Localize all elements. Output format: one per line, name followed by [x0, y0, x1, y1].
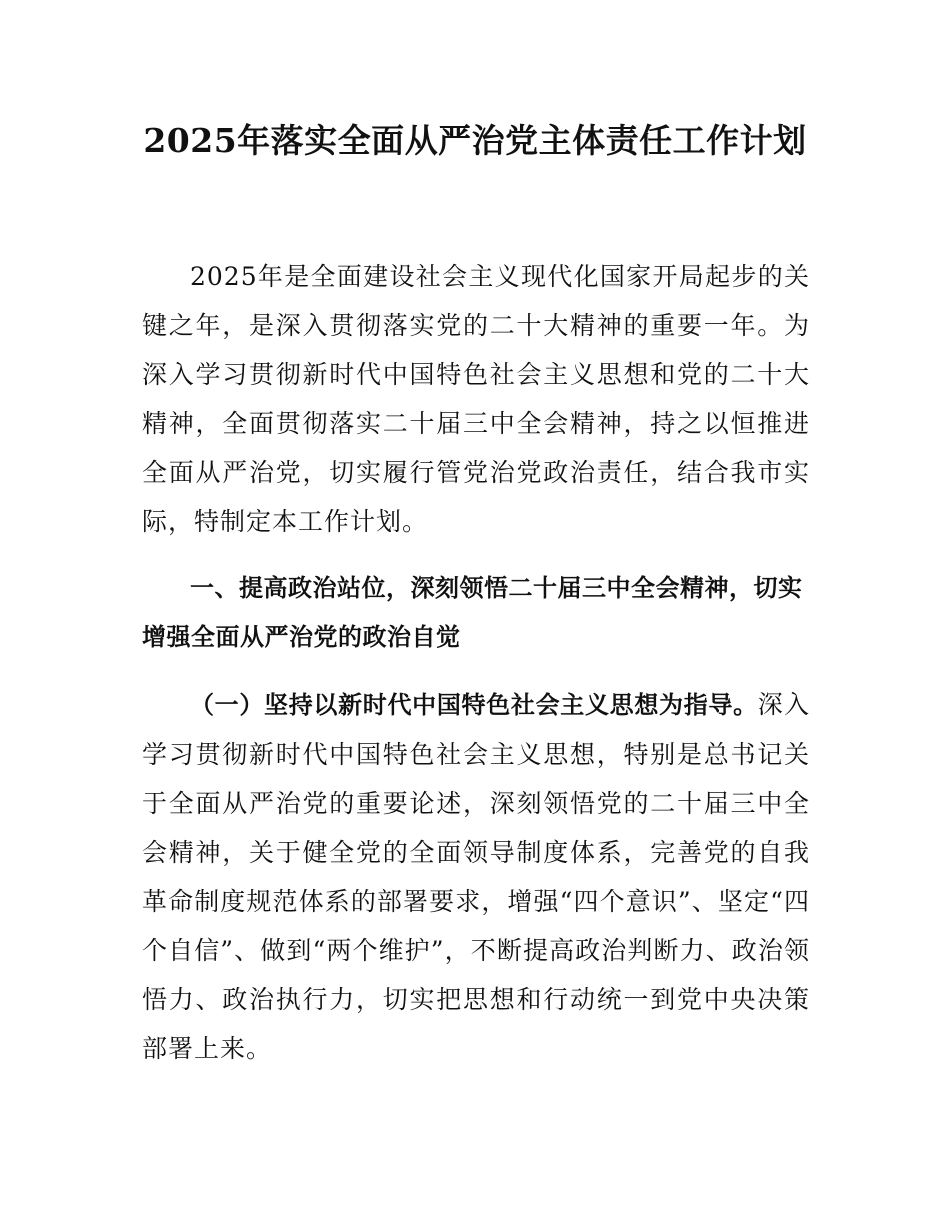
- document-title: 2025年落实全面从严治党主体责任工作计划: [143, 121, 807, 160]
- intro-paragraph: 2025年是全面建设社会主义现代化国家开局起步的关键之年，是深入贯彻落实党的二十大精神的重要一年。为深入学习贯彻新时代中国特色社会主义思想和党的二十大精神，全面贯彻落实二十届三中全会精神，持之以恒推进全面从严治党，切实履行管党治党政治责任，结合我市实际，特制定本工作计划。: [142, 262, 810, 536]
- section-1-heading: 一、提高政治站位，深刻领悟二十届三中全会精神，切实增强全面从严治党的政治自觉: [142, 574, 803, 651]
- section-1-item-1-subheading: （一）坚持以新时代中国特色社会主义思想为指导。: [190, 691, 758, 719]
- section-1-item-1-paragraph: [142, 680, 810, 1073]
- section-1-item-1-body: 深入学习贯彻新时代中国特色社会主义思想，特别是总书记关于全面从严治党的重要论述，深刻领悟党的二十届三中全会精神，关于健全党的全面领导制度体系，完善党的自我革命制度规范体系的部署要求，增强“四个意识”、坚定“四个自信”、做到“两个维护”，不断提高政治判断力、政治领悟力、政治执行力，切实把思想和行动统一到党中央决策部署上来。: [142, 690, 810, 1063]
